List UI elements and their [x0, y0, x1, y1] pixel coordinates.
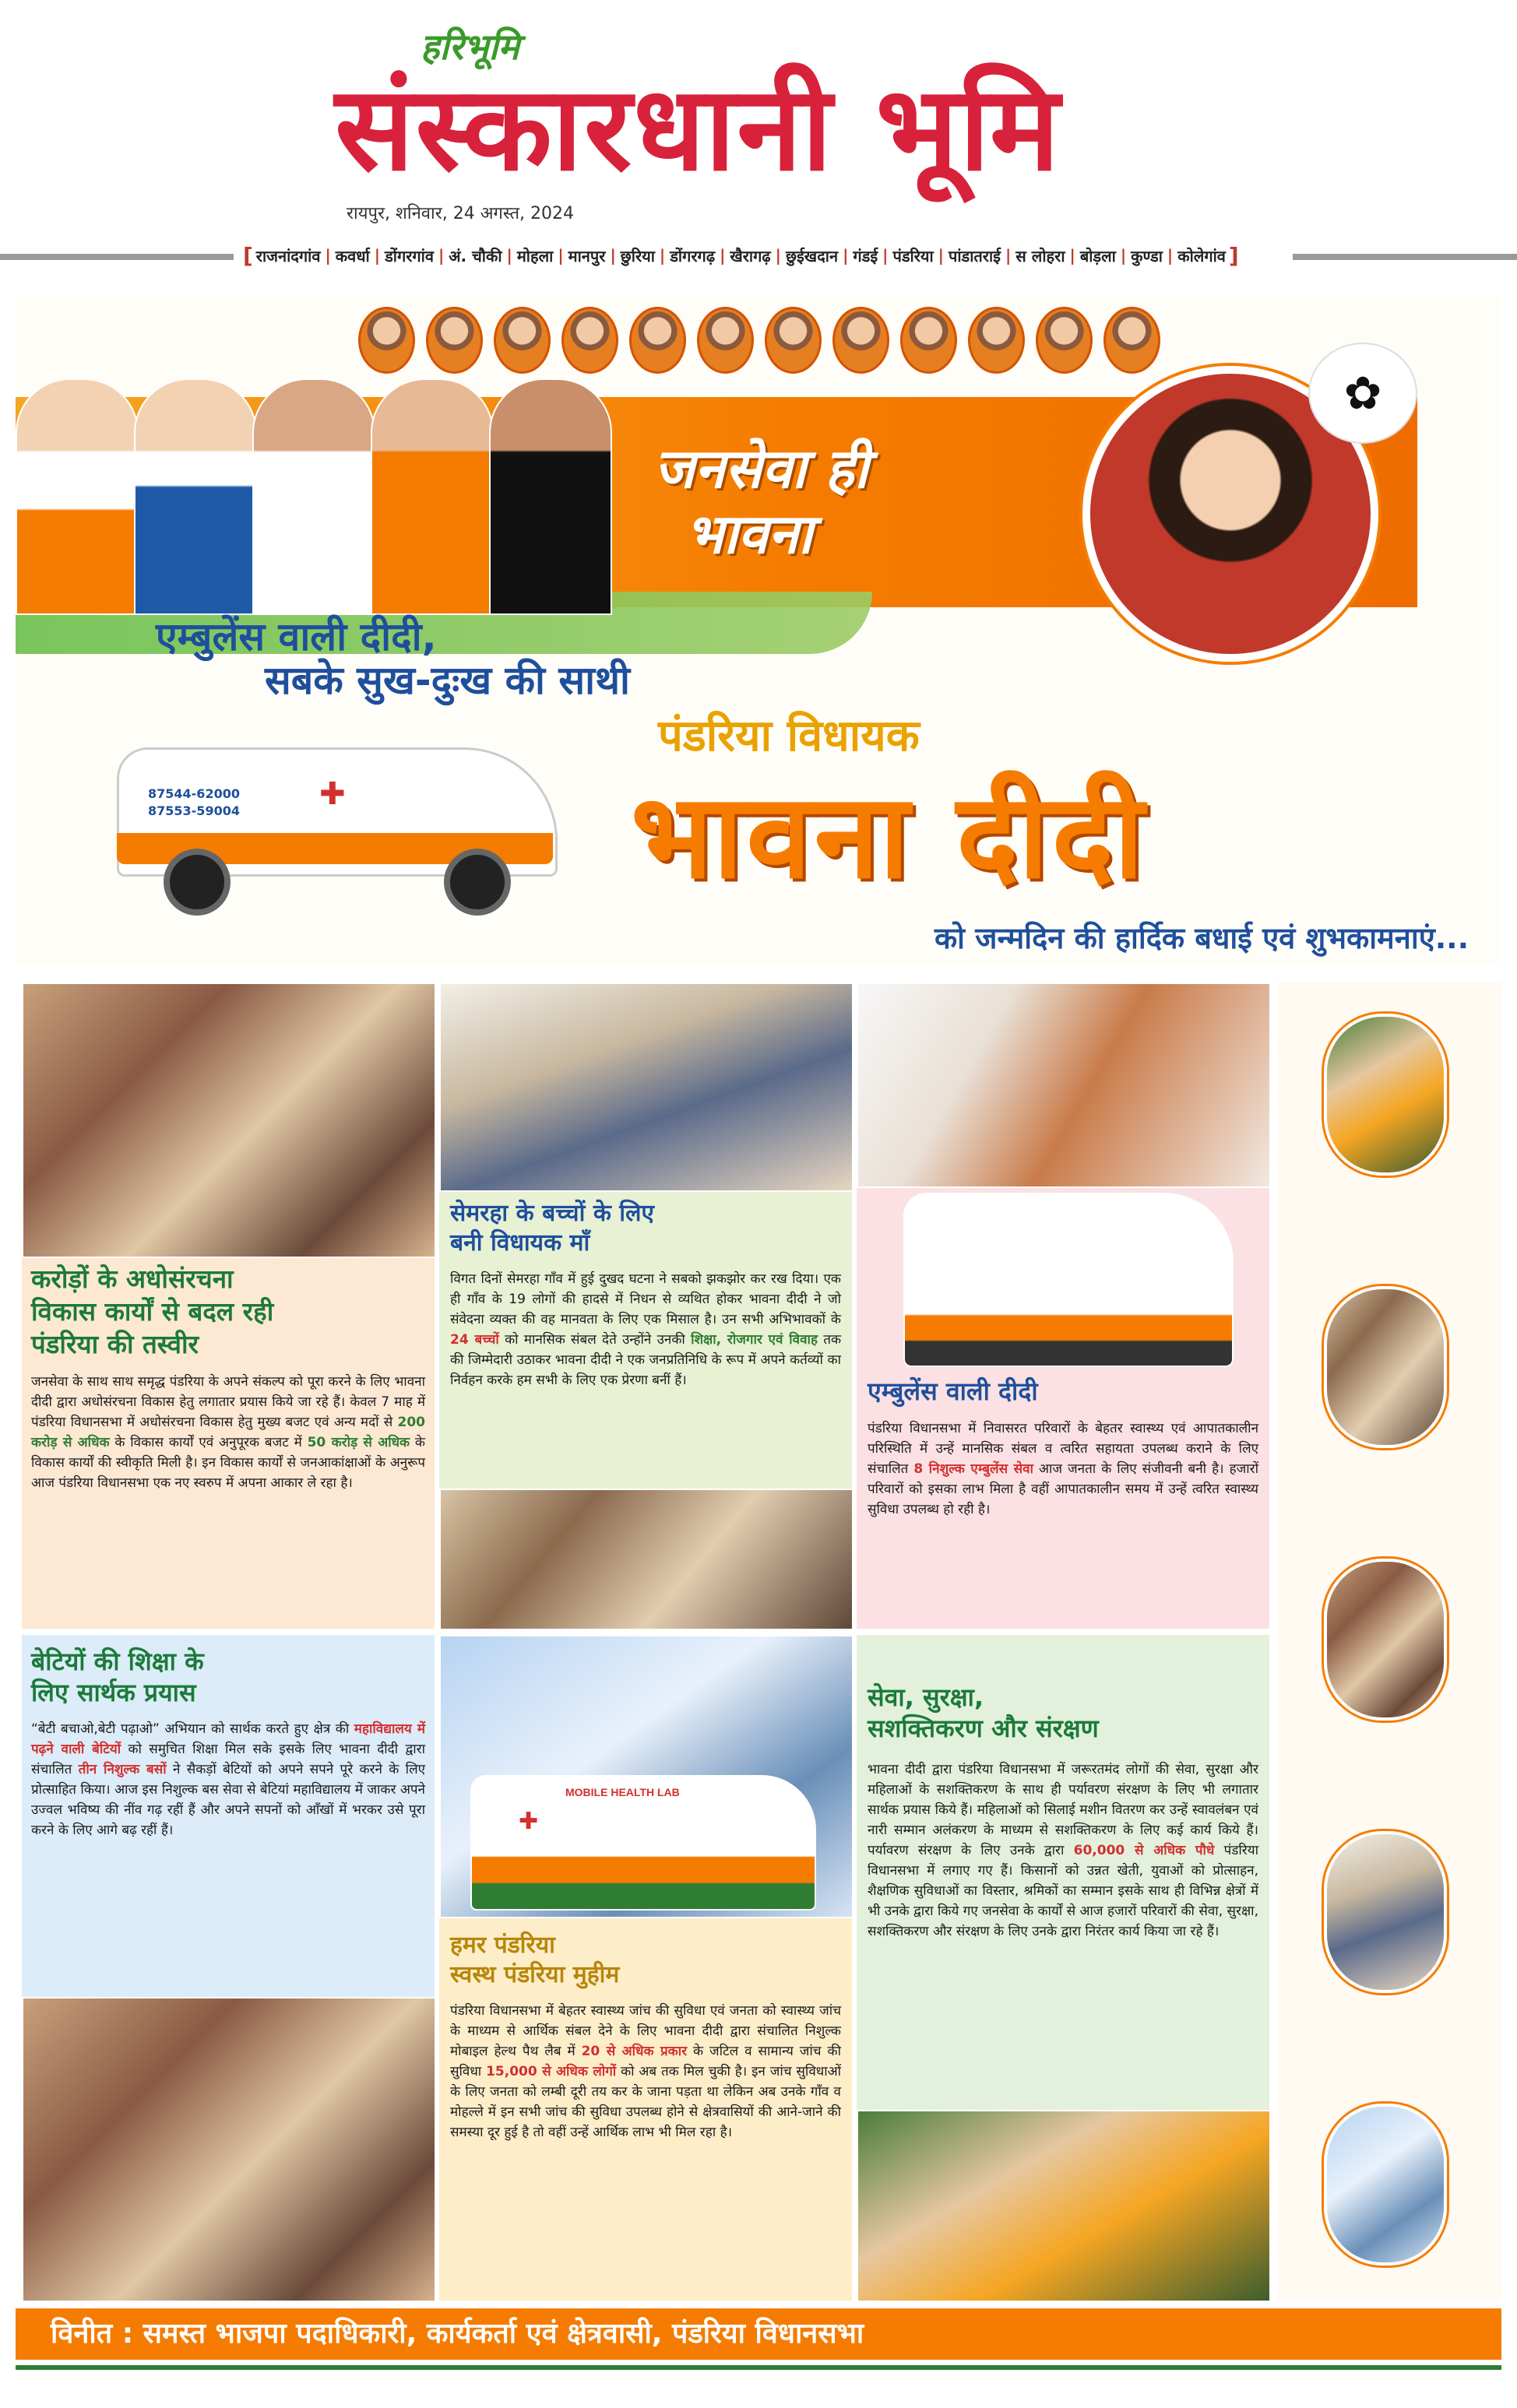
leader-avatar [832, 307, 889, 374]
city-name: खैरागढ़ [730, 246, 771, 265]
red-cross-icon: ✚ [519, 1808, 539, 1835]
separator: | [506, 246, 512, 265]
footer-credit: विनीत : समस्त भाजपा पदाधिकारी, कार्यकर्ता एवं क्षेत्रवासी, पंडरिया विधानसभा [16, 2308, 1501, 2360]
city-name: छुईखदान [785, 246, 839, 265]
leader-photo [252, 378, 375, 615]
city-name: मानपुर [568, 246, 606, 265]
bracket-right: ] [1228, 242, 1239, 269]
city-name: अं. चौकी [449, 246, 502, 265]
heading-line: सेमरहा के बच्चों के लिए [450, 1200, 655, 1227]
heading-line: विकास कार्यों से बदल रही [31, 1296, 274, 1327]
masthead [0, 0, 1517, 234]
bracket-left: [ [243, 242, 253, 269]
heading-line: लिए सार्थक प्रयास [31, 1678, 196, 1707]
red-cross-icon: ✚ [319, 776, 346, 812]
article-heading [868, 1682, 1257, 1744]
leader-photo [489, 378, 612, 615]
event-photo [1324, 1286, 1447, 1448]
event-photo [1324, 1831, 1447, 1993]
leader-photo [371, 378, 494, 615]
event-photo [1324, 1559, 1447, 1721]
city-name: पांडातराई [948, 246, 1001, 265]
leader-avatar [765, 307, 822, 374]
article-body: पंडरिया विधानसभा में बेहतर स्वास्थ्य जांच की सुविधा एवं जनता को स्वास्थ्य जांच के माध्यम से आर्थिक संबल देने के लिए भावना दीदी द्वारा संचालित निशुल्क मोबाइल हेल्थ पैथ लैब में 20 से अधिक प्रकार के जटिल व सामान्य जांच की सुविधा 15,000 से अधिक लोगों को अब तक मिल चुकी है। इन जांच सुविधाओं के लिए जनता को लम्बी दूरी तय कर के जाना पड़ता था लेकिन अब उनके गाँव व मोहल्ले में इन सभी जांच की सुविधा उपलब्ध होने से क्षेत्रवासियों की आने-जाने की समस्या दूर हुई है तो वहीं उन्हें आर्थिक लाभ भी मिल रहा है। [450, 2003, 842, 2140]
separator: | [325, 246, 331, 265]
ambulance-phone: 87544-62000 [148, 786, 240, 801]
article-photo [439, 1489, 852, 1629]
city-name: गंडई [853, 246, 878, 265]
article-body: विगत दिनों सेमरहा गाँव में हुई दुखद घटना ने सबको झकझोर कर रख दिया। एक ही गाँव के 19 लोगों की हादसे में निधन से व्यथित होकर भावना दीदी ने जो संवेदना व्यक्त की वह मानवता के लिए एक मिसाल है। उन सभी अभिभावकों के 24 बच्चों को मानसिक संबल देते उन्होंने उनकी शिक्षा, रोजगार एवं विवाह तक की जिम्मेदारी उठाकर भावना दीदी ने एक जनप्रतिनिधि के रूप में अपने कर्तव्यों का निर्वहन करके हम सभी के लिए एक प्रेरणा बनीं हैं। [450, 1271, 842, 1388]
leader-avatar [494, 307, 551, 374]
leader-photo [16, 378, 139, 615]
city-name: कोलेगांव [1177, 246, 1226, 265]
separator: | [659, 246, 666, 265]
city-name: कुण्डा [1131, 246, 1163, 265]
ambulance-photo [903, 1193, 1234, 1367]
article-heading [450, 1199, 839, 1258]
separator: | [374, 246, 381, 265]
article-photo [857, 2110, 1269, 2301]
wheel [164, 849, 231, 916]
article-photo [439, 983, 852, 1192]
city-name: पंडरिया [892, 246, 934, 265]
separator: | [1167, 246, 1174, 265]
separator: | [1005, 246, 1012, 265]
footer-rule [16, 2365, 1501, 2370]
dateline: रायपुर, शनिवार, 24 अगस्त, 2024 [347, 204, 574, 223]
article-body: “बेटी बचाओ,बेटी पढ़ाओ” अभियान को सार्थक करते हुए क्षेत्र की महाविद्यालय में पढ़ने वाली बेटियों को समुचित शिक्षा मिल सके इसके लिए भावना दीदी द्वारा संचालित तीन निशुल्क बसों ने सैकड़ों बेटियों को अपने सपने पूरे करने के लिए प्रोत्साहित किया। आज इस निशुल्क बस सेवा से बेटियां महाविद्यालय में जाकर अपने उज्वल भविष्य की नींव गढ़ रहीं हैं और अपने सपनों को आँखों में भरकर उसे पूरा करने के लिए आगे बढ़ रहीं हैं। [31, 1721, 425, 1838]
article-service [857, 1635, 1269, 2301]
article-education [22, 1635, 435, 2301]
city-name: डोंगरगांव [385, 246, 434, 265]
hero-slogan [654, 436, 1044, 592]
separator: | [438, 246, 445, 265]
article-photo [857, 983, 1269, 1188]
article-photo [22, 1997, 435, 2301]
article-infra [22, 983, 435, 1629]
photo-column [1277, 983, 1501, 2301]
city-name: स लोहरा [1015, 246, 1065, 265]
newspaper-title: संस्कारधानी भूमि [335, 60, 1061, 197]
ambulance-phone: 87553-59004 [148, 803, 240, 818]
lotus-icon: ✿ [1308, 343, 1417, 444]
leader-avatar [561, 307, 618, 374]
strip-rule-right [1293, 254, 1517, 260]
heading-line: करोड़ों के अधोसंरचना [31, 1264, 234, 1294]
brand-logo: हरिभूमि [421, 26, 519, 68]
city-name: कवर्धा [335, 246, 370, 265]
tagline-line: सबके सुख-दुःख की साथी [265, 658, 630, 703]
tagline-line: एम्बुलेंस वाली दीदी, [156, 614, 437, 659]
city-name: बोड़ला [1079, 246, 1116, 265]
city-name: राजनांदगांव [255, 246, 321, 265]
city-name: मोहला [516, 246, 554, 265]
leader-photo [134, 378, 257, 615]
mla-name: भावना दीदी [631, 769, 1148, 905]
article-heading [31, 1263, 428, 1361]
health-van [470, 1775, 816, 1911]
separator: | [720, 246, 726, 265]
designation: पंडरिया विधायक [658, 711, 920, 761]
separator: | [775, 246, 781, 265]
hero-tagline [156, 615, 779, 701]
slogan-line: जनसेवा ही [654, 437, 868, 501]
article-semraha [439, 983, 852, 1629]
separator: | [882, 246, 889, 265]
slogan-line: भावना [685, 502, 813, 566]
article-body: भावना दीदी द्वारा पंडरिया विधानसभा में जरूरतमंद लोगों की सेवा, सुरक्षा और महिलाओं के सशक्तिकरण के साथ ही पर्यावरण संरक्षण के लिए भी लगातार सार्थक प्रयास किये हैं। महिलाओं को सिलाई मशीन वितरण कर उन्हें स्वावलंबन एवं नारी सम्मान अलंकरण के माध्यम से सशक्तिकरण के लिए कई कार्य किये हैं। पर्यावरण संरक्षण के लिए उनके द्वारा 60,000 से अधिक पौधे पंडरिया विधानसभा में लगाए गए हैं। किसानों को उन्नत खेती, युवाओं को प्रोत्साहन, शैक्षणिक सुविधाओं का विस्तार, श्रमिकों का सम्मान इसके साथ ही विभिन्न क्षेत्रों में भी उनके द्वारा किये गए जनसेवा के कार्यों से आज हजारों परिवारों की सेवा, सुरक्षा, सशक्तिकरण और संरक्षण के लिए उनके द्वारा निरंतर कार्य किया जा रहे हैं। [868, 1762, 1258, 1939]
heading-line: सशक्तिकरण और संरक्षण [868, 1714, 1099, 1743]
leaders-portrait-row [358, 296, 1160, 381]
leader-avatar [1103, 307, 1160, 374]
heading-line: पंडरिया की तस्वीर [31, 1329, 199, 1359]
leader-avatar [629, 307, 686, 374]
separator: | [843, 246, 849, 265]
article-heading [450, 1931, 839, 1990]
leader-avatar [1036, 307, 1093, 374]
event-photo [1324, 1014, 1447, 1176]
separator: | [938, 246, 944, 265]
heading-line: बनी विधायक माँ [450, 1229, 590, 1257]
city-name: डोंगरगढ़ [670, 246, 716, 265]
leaders-group-photo [16, 374, 615, 615]
leader-avatar [900, 307, 957, 374]
article-ambulance [857, 983, 1269, 1629]
leader-avatar [426, 307, 483, 374]
separator: | [1069, 246, 1075, 265]
heading-line: बेटियों की शिक्षा के [31, 1647, 204, 1676]
article-body: पंडरिया विधानसभा में निवासरत परिवारों के बेहतर स्वास्थ्य एवं आपातकालीन परिस्थिति में उन्हें मानसिक संबल व त्वरित सहायता उपलब्ध कराने के लिए संचालित 8 निशुल्क एम्बुलेंस सेवा आज जनता के लिए संजीवनी बनी है। हजारों परिवारों को इसका लाभ मिला है वहीं आपातकालीन समय में उन्हें त्वरित स्वास्थ्य सुविधा उपलब्ध हो रही है। [868, 1421, 1259, 1517]
leader-avatar [968, 307, 1025, 374]
wheel [444, 849, 511, 916]
article-health [439, 1635, 852, 2301]
van-label: MOBILE HEALTH LAB [565, 1786, 680, 1798]
article-heading: एम्बुलेंस वाली दीदी [868, 1376, 1038, 1406]
leader-avatar [358, 307, 415, 374]
separator: | [1120, 246, 1127, 265]
city-name: छुरिया [620, 246, 655, 265]
article-photo [22, 983, 435, 1258]
city-strip [0, 232, 1517, 279]
separator: | [610, 246, 616, 265]
leader-avatar [697, 307, 754, 374]
heading-line: हमर पंडरिया [450, 1932, 555, 1959]
city-list [234, 238, 1248, 272]
event-photo [1324, 2104, 1447, 2266]
heading-line: सेवा, सुरक्षा, [868, 1682, 984, 1712]
birthday-wish: को जन्मदिन की हार्दिक बधाई एवं शुभकामनाएं... [934, 921, 1469, 955]
article-body: जनसेवा के साथ साथ समृद्ध पंडरिया के अपने संकल्प को पूरा करने के लिए भावना दीदी द्वारा अधोसंरचना विकास हेतु लगातार प्रयास किये जा रहे हैं। केवल 7 माह में पंडरिया विधानसभा में अधोसंरचना विकास हेतु मुख्य बजट एवं अन्य मदों से 200 करोड़ से अधिक के विकास कार्यों एवं अनुपूरक बजट में 50 करोड़ से अधिक के विकास कार्यों की स्वीकृति मिली है। इन विकास कार्यों से जनआकांक्षाओं के अनुरूप आज पंडरिया विधानसभा एक नए स्वरुप में अपना आकार ले रहा है। [31, 1374, 425, 1491]
ambulance-illustration [117, 716, 553, 911]
separator: | [558, 246, 564, 265]
heading-line: स्वस्थ पंडरिया मुहीम [450, 1961, 620, 1988]
strip-rule-left [0, 254, 234, 260]
article-heading [31, 1646, 428, 1708]
